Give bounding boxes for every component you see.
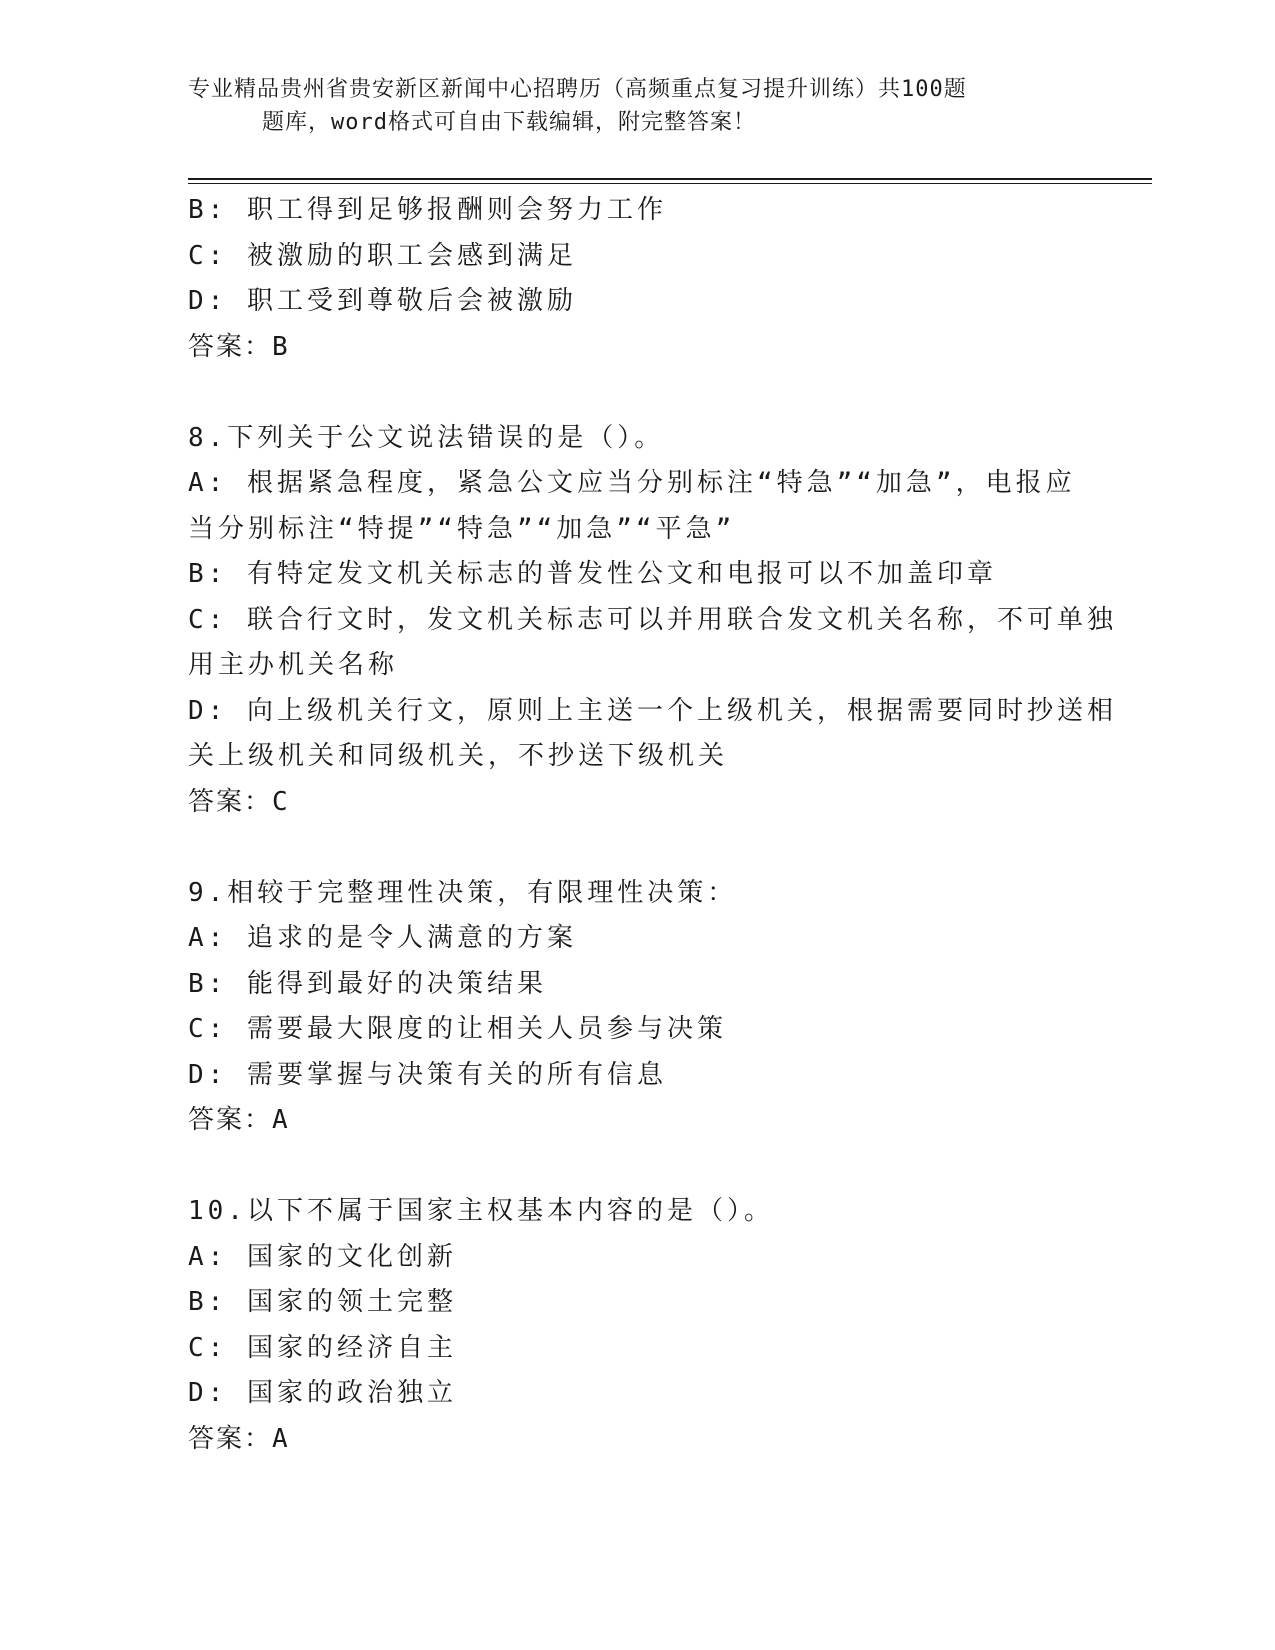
option-d-line2: 关上级机关和同级机关，不抄送下级机关 xyxy=(188,741,729,771)
block-spacer xyxy=(188,370,1088,416)
option-b: B: 国家的领土完整 xyxy=(188,1287,457,1317)
option-c: C: 国家的经济自主 xyxy=(188,1332,457,1363)
option-d-line1: D: 向上级机关行文，原则上主送一个上级机关，根据需要同时抄送相 xyxy=(188,695,1117,726)
question-block-7-continued xyxy=(188,188,1088,370)
option-d: D: 国家的政治独立 xyxy=(188,1378,457,1408)
question-stem: 8.下列关于公文说法错误的是（）。 xyxy=(188,422,665,453)
option-d: D: 职工受到尊敬后会被激励 xyxy=(188,286,577,316)
option-a: A: 追求的是令人满意的方案 xyxy=(188,923,577,953)
document-header xyxy=(188,73,1058,139)
question-block-8 xyxy=(188,416,1117,826)
answer-line: 答案：A xyxy=(188,1423,290,1454)
option-b: B: 有特定发文机关标志的普发性公文和电报可以不加盖印章 xyxy=(188,559,997,589)
option-c-line1: C: 联合行文时，发文机关标志可以并用联合发文机关名称，不可单独 xyxy=(188,604,1117,635)
question-block-9 xyxy=(188,871,1088,1144)
option-d: D: 需要掌握与决策有关的所有信息 xyxy=(188,1059,667,1090)
header-title-line2: 题库，word格式可自由下载编辑，附完整答案！ xyxy=(262,110,756,135)
header-rule-thick xyxy=(188,178,1152,180)
option-b: B: 能得到最好的决策结果 xyxy=(188,968,547,999)
header-title-line1: 专业精品贵州省贵安新区新闻中心招聘历（高频重点复习提升训练）共100题 xyxy=(188,77,967,102)
answer-line: 答案：A xyxy=(188,1105,290,1135)
option-c: C: 需要最大限度的让相关人员参与决策 xyxy=(188,1014,727,1044)
option-a-line1: A: 根据紧急程度，紧急公文应当分别标注“特急”“加急”，电报应 xyxy=(188,468,1076,498)
answer-line: 答案：B xyxy=(188,331,290,362)
option-a-line2: 当分别标注“特提”“特急”“加急”“平急” xyxy=(188,513,736,544)
option-b: B: 职工得到足够报酬则会努力工作 xyxy=(188,195,667,225)
answer-line: 答案：C xyxy=(188,786,290,817)
block-spacer xyxy=(188,825,1088,871)
question-list xyxy=(188,188,1117,1462)
question-stem: 9.相较于完整理性决策，有限理性决策： xyxy=(188,877,738,908)
question-block-10 xyxy=(188,1189,1088,1462)
header-rule-thin xyxy=(188,183,1152,184)
question-stem: 10.以下不属于国家主权基本内容的是（）。 xyxy=(188,1196,774,1226)
option-c: C: 被激励的职工会感到满足 xyxy=(188,240,577,271)
block-spacer xyxy=(188,1144,1088,1190)
option-c-line2: 用主办机关名称 xyxy=(188,650,399,680)
option-a: A: 国家的文化创新 xyxy=(188,1241,457,1272)
